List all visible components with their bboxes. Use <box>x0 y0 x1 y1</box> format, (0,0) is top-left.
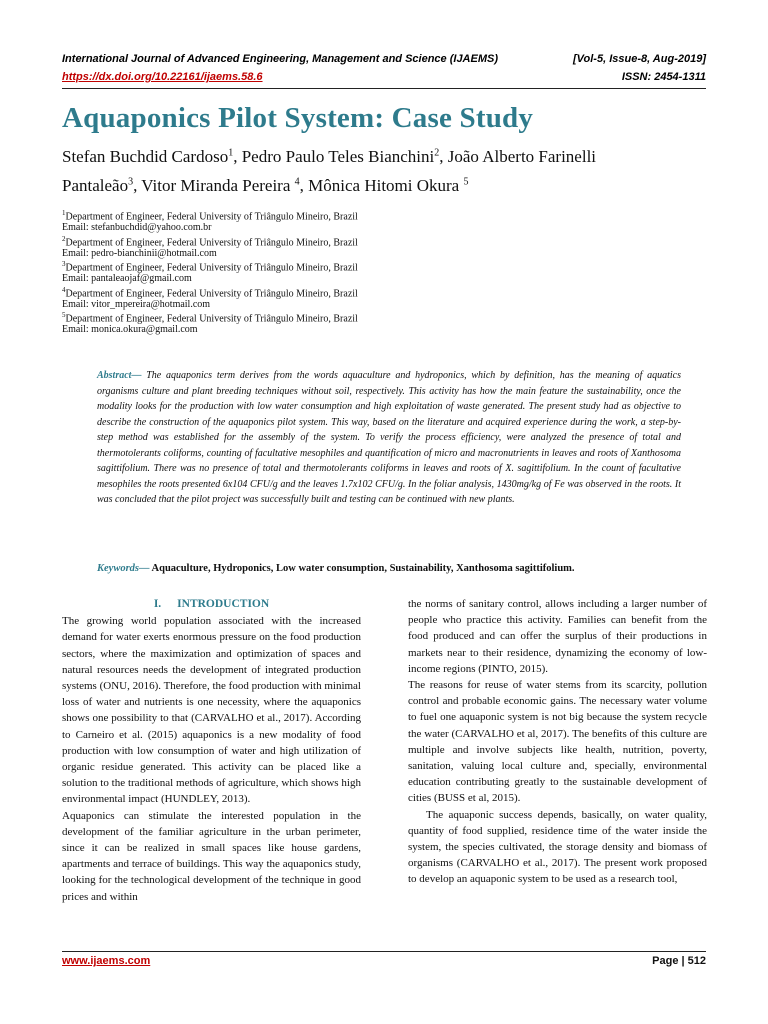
body-paragraph: Aquaponics can stimulate the interested population in the development of the familiar agriculture in the urban perimeter, since it can be realized in small spaces like house gardens, apartments and terrace of buildings. This way the aquaponics study, looking for the technological development of the technique in good prices and within <box>62 809 361 903</box>
doi-link[interactable]: https://dx.doi.org/10.22161/ijaems.58.6 <box>62 71 263 83</box>
body-paragraph: The aquaponic success depends, basically, on water quality, quantity of food supplied, residence time of the water inside the system, the species cultivated, the storage density and biomass of organisms (CARVALHO et al., 2017). The present work proposed to develop an aquaponic system to be used as a research tool, <box>408 808 707 886</box>
author: Stefan Buchdid Cardoso$^1$, <box>62 146 242 166</box>
page-number: Page | 512 <box>652 955 706 967</box>
body-paragraph: The growing world population associated with the increased demand for water exerts enormous pressure on the food production sectors, where the maximization and optimization of spaces and natural resources needs the development of integrated production systems (ONU, 2016). Therefore, the food production with minimal loss of water and nutrients is one necessity, where the aquaponics shows one possibility to that (CARVALHO et al., 2017). According to Carneiro et al. (2015) aquaponics is a new modality of food production with low consumption of water and high utilization of organic residue generated. This activity can be placed like a solution to the traditional methods of agriculture, which shows high environmental impact (HUNDLEY, 2013). <box>62 615 361 806</box>
affiliation-email: Email: vitor_mpereira@hotmail.com <box>62 298 211 310</box>
keywords-text: Aquaculture, Hydroponics, Low water consumption, Sustainability, Xanthosoma sagittifolium. <box>151 563 575 574</box>
section-title: INTRODUCTION <box>177 598 270 610</box>
keywords <box>97 563 575 574</box>
author: Mônica Hitomi Okura $^5$ <box>308 176 469 196</box>
journal-name: International Journal of Advanced Engineering, Management and Science (IJAEMS) <box>62 53 499 65</box>
author: João Alberto Farinelli Pantaleão$^3$, <box>62 146 597 196</box>
abstract-text: The aquaponics term derives from the words aquaculture and hydroponics, which by definition, has the meaning of aquatics organisms culture and plant breeding techniques without soil, respectively. This activity has how the main feature the sustainability, once the modality looks for the production with low water consumption and high exploitation of waste generated. The present study had as objective to describe the construction of the aquaponics pilot system. This way, based on the literature and acquired experience during the work, a step-by-step method was established for the assembly of the system. To verify the process efficiency, were analyzed the presence of total and thermotolerants coliforms, counting of facultative mesophiles and quantification of micro and macronutrients in leaves and roots of Xanthosoma sagittifolium. There was no presence of total and thermotolerants coliforms in leaves and roots of X. sagittifolium. In the count of facultative mesophiles the roots presented 6x104 CFU/g and the leaves 1.7x102 CFU/g. In the foliar analysis, 1430mg/kg of Fe was observed in the roots. It was concluded that the pilot project was successfully built and testing can be continued with new plants. <box>97 370 682 505</box>
affiliation: $^1$Department of Engineer, Federal University of Triângulo Mineiro, Brazil <box>62 209 358 223</box>
keywords-label: Keywords— <box>97 563 150 574</box>
author: Pedro Paulo Teles Bianchini$^2$, <box>241 146 448 166</box>
affiliation-email: Email: monica.okura@gmail.com <box>62 324 198 336</box>
body-paragraph: the norms of sanitary control, allows including a larger number of people who practice this activity. Families can benefit from the food produced and can offer the surplus of their productions in markets near to their residence, dynamizing the economy of low-income regions (PINTO, 2015). <box>408 598 707 675</box>
abstract <box>97 368 681 508</box>
running-header <box>62 53 706 65</box>
affiliation: $^3$Department of Engineer, Federal University of Triângulo Mineiro, Brazil <box>62 260 358 274</box>
body-paragraph: The reasons for reuse of water stems from its scarcity, pollution control and probable economic gains. The necessary water volume to fuel one aquaponic system is not big because the system recycle the water (CARVALHO et al, 2017). The benefits of this culture are multiple and involve subjects like health, nutrition, poverty, sanitation, valuing local culture and, specially, environmental education contributing greatly to the sustainable development of cities (BUSS et al, 2015). <box>408 679 707 805</box>
abstract-label: Abstract— <box>97 370 142 381</box>
affiliations <box>62 208 358 336</box>
running-header-doi-row <box>62 71 706 83</box>
affiliation: $^5$Department of Engineer, Federal University of Triângulo Mineiro, Brazil <box>62 311 358 325</box>
affiliation-email: Email: pantaleaojaf@gmail.com <box>62 273 192 285</box>
volume-issue: [Vol-5, Issue-8, Aug-2019] <box>572 53 706 65</box>
section-number: I. <box>153 598 162 610</box>
affiliation: $^4$Department of Engineer, Federal University of Triângulo Mineiro, Brazil <box>62 285 358 299</box>
author-list <box>62 140 662 199</box>
author: Vitor Miranda Pereira $^4$, <box>141 176 309 196</box>
section-heading <box>62 596 361 612</box>
affiliation: $^2$Department of Engineer, Federal University of Triângulo Mineiro, Brazil <box>62 234 358 248</box>
left-column <box>62 596 361 905</box>
affiliation-email: Email: pedro-bianchinii@hotmail.com <box>62 247 217 259</box>
right-column <box>408 596 707 888</box>
issn: ISSN: 2454-1311 <box>621 71 706 83</box>
header-divider <box>62 88 706 89</box>
journal-website-link[interactable]: www.ijaems.com <box>62 955 151 967</box>
paper-title: Aquaponics Pilot System: Case Study <box>62 102 534 134</box>
footer-divider <box>62 951 706 952</box>
affiliation-email: Email: stefanbuchdid@yahoo.com.br <box>62 222 212 234</box>
